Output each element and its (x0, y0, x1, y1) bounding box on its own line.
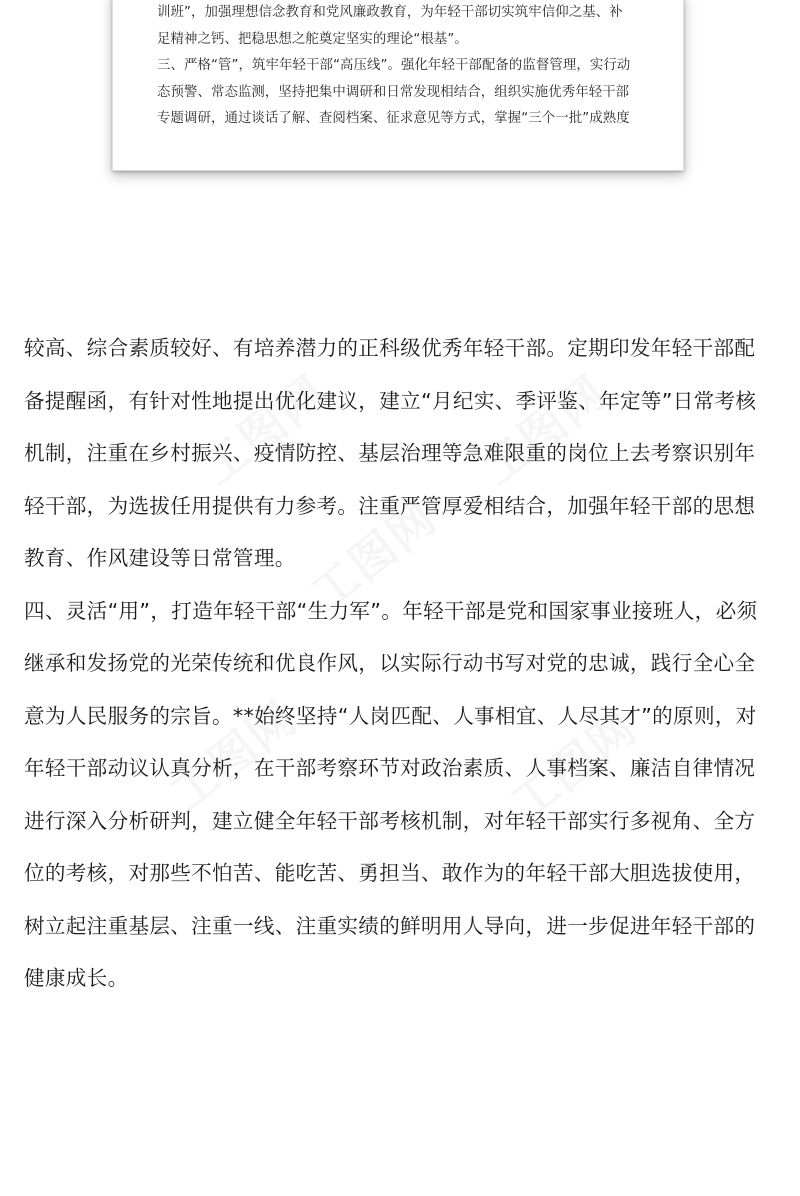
body-line: 年轻干部动议认真分析，在干部考察环节对政治素质、人事档案、廉洁自律情况 (24, 756, 756, 780)
preview-line: 态预警、常态监测，坚持把集中调研和日常发现相结合，组织实施优秀年轻干部 (157, 84, 630, 100)
document-body (24, 322, 784, 1005)
body-line: 轻干部，为选拔任用提供有力参考。注重严管厚爱相结合，加强年轻干部的思想 (24, 493, 756, 518)
body-line: 继承和发扬党的光荣传统和优良作风，以实际行动书写对党的忠诚，践行全心全 (24, 651, 756, 675)
body-line: 树立起注重基层、注重一线、注重实绩的鲜明用人导向，进一步促进年轻干部的 (24, 913, 756, 938)
watermark: 工图网 (160, 689, 308, 821)
watermark: 工图网 (300, 489, 448, 621)
watermark: 工图网 (500, 699, 648, 831)
preview-line: 足精神之钙、把稳思想之舵奠定坚实的理论“根基”。 (157, 31, 468, 47)
body-line: 备提醒函，有针对性地提出优化建议，建立“月纪实、季评鉴、年定等”日常考核 (24, 388, 757, 413)
body-line: 较高、综合素质较好、有培养潜力的正科级优秀年轻干部。定期印发年轻干部配 (24, 336, 756, 360)
body-line: 教育、作风建设等日常管理。 (24, 546, 296, 570)
preview-line: 三、严格“管”，筑牢年轻干部“高压线”。强化年轻干部配备的监督管理，实行动 (157, 58, 631, 74)
body-line: 意为人民服务的宗旨。**始终坚持“人岗匹配、人事相宜、人尽其才”的原则，对 (24, 703, 757, 728)
document-preview-card (112, 0, 684, 171)
preview-line: 专题调研，通过谈话了解、查阅档案、征求意见等方式，掌握“三个一批”成熟度 (157, 111, 630, 127)
preview-line: 训班”，加强理想信念教育和党风廉政教育，为年轻干部切实筑牢信仰之基、补 (157, 5, 623, 20)
body-line: 进行深入分析研判，建立健全年轻干部考核机制，对年轻干部实行多视角、全方 (24, 808, 756, 833)
watermark: 工图网 (470, 364, 618, 496)
preview-text-block (157, 0, 647, 133)
body-line: 位的考核，对那些不怕苦、能吃苦、勇担当、敢作为的年轻干部大胆选拔使用， (24, 861, 756, 885)
body-line: 四、灵活“用”，打造年轻干部“生力军”。年轻干部是党和国家事业接班人，必须 (24, 598, 758, 623)
body-line: 健康成长。 (24, 966, 129, 990)
body-line: 机制，注重在乡村振兴、疫情防控、基层治理等急难限重的岗位上去考察识别年 (24, 441, 756, 465)
watermark: 工图网 (190, 364, 338, 496)
